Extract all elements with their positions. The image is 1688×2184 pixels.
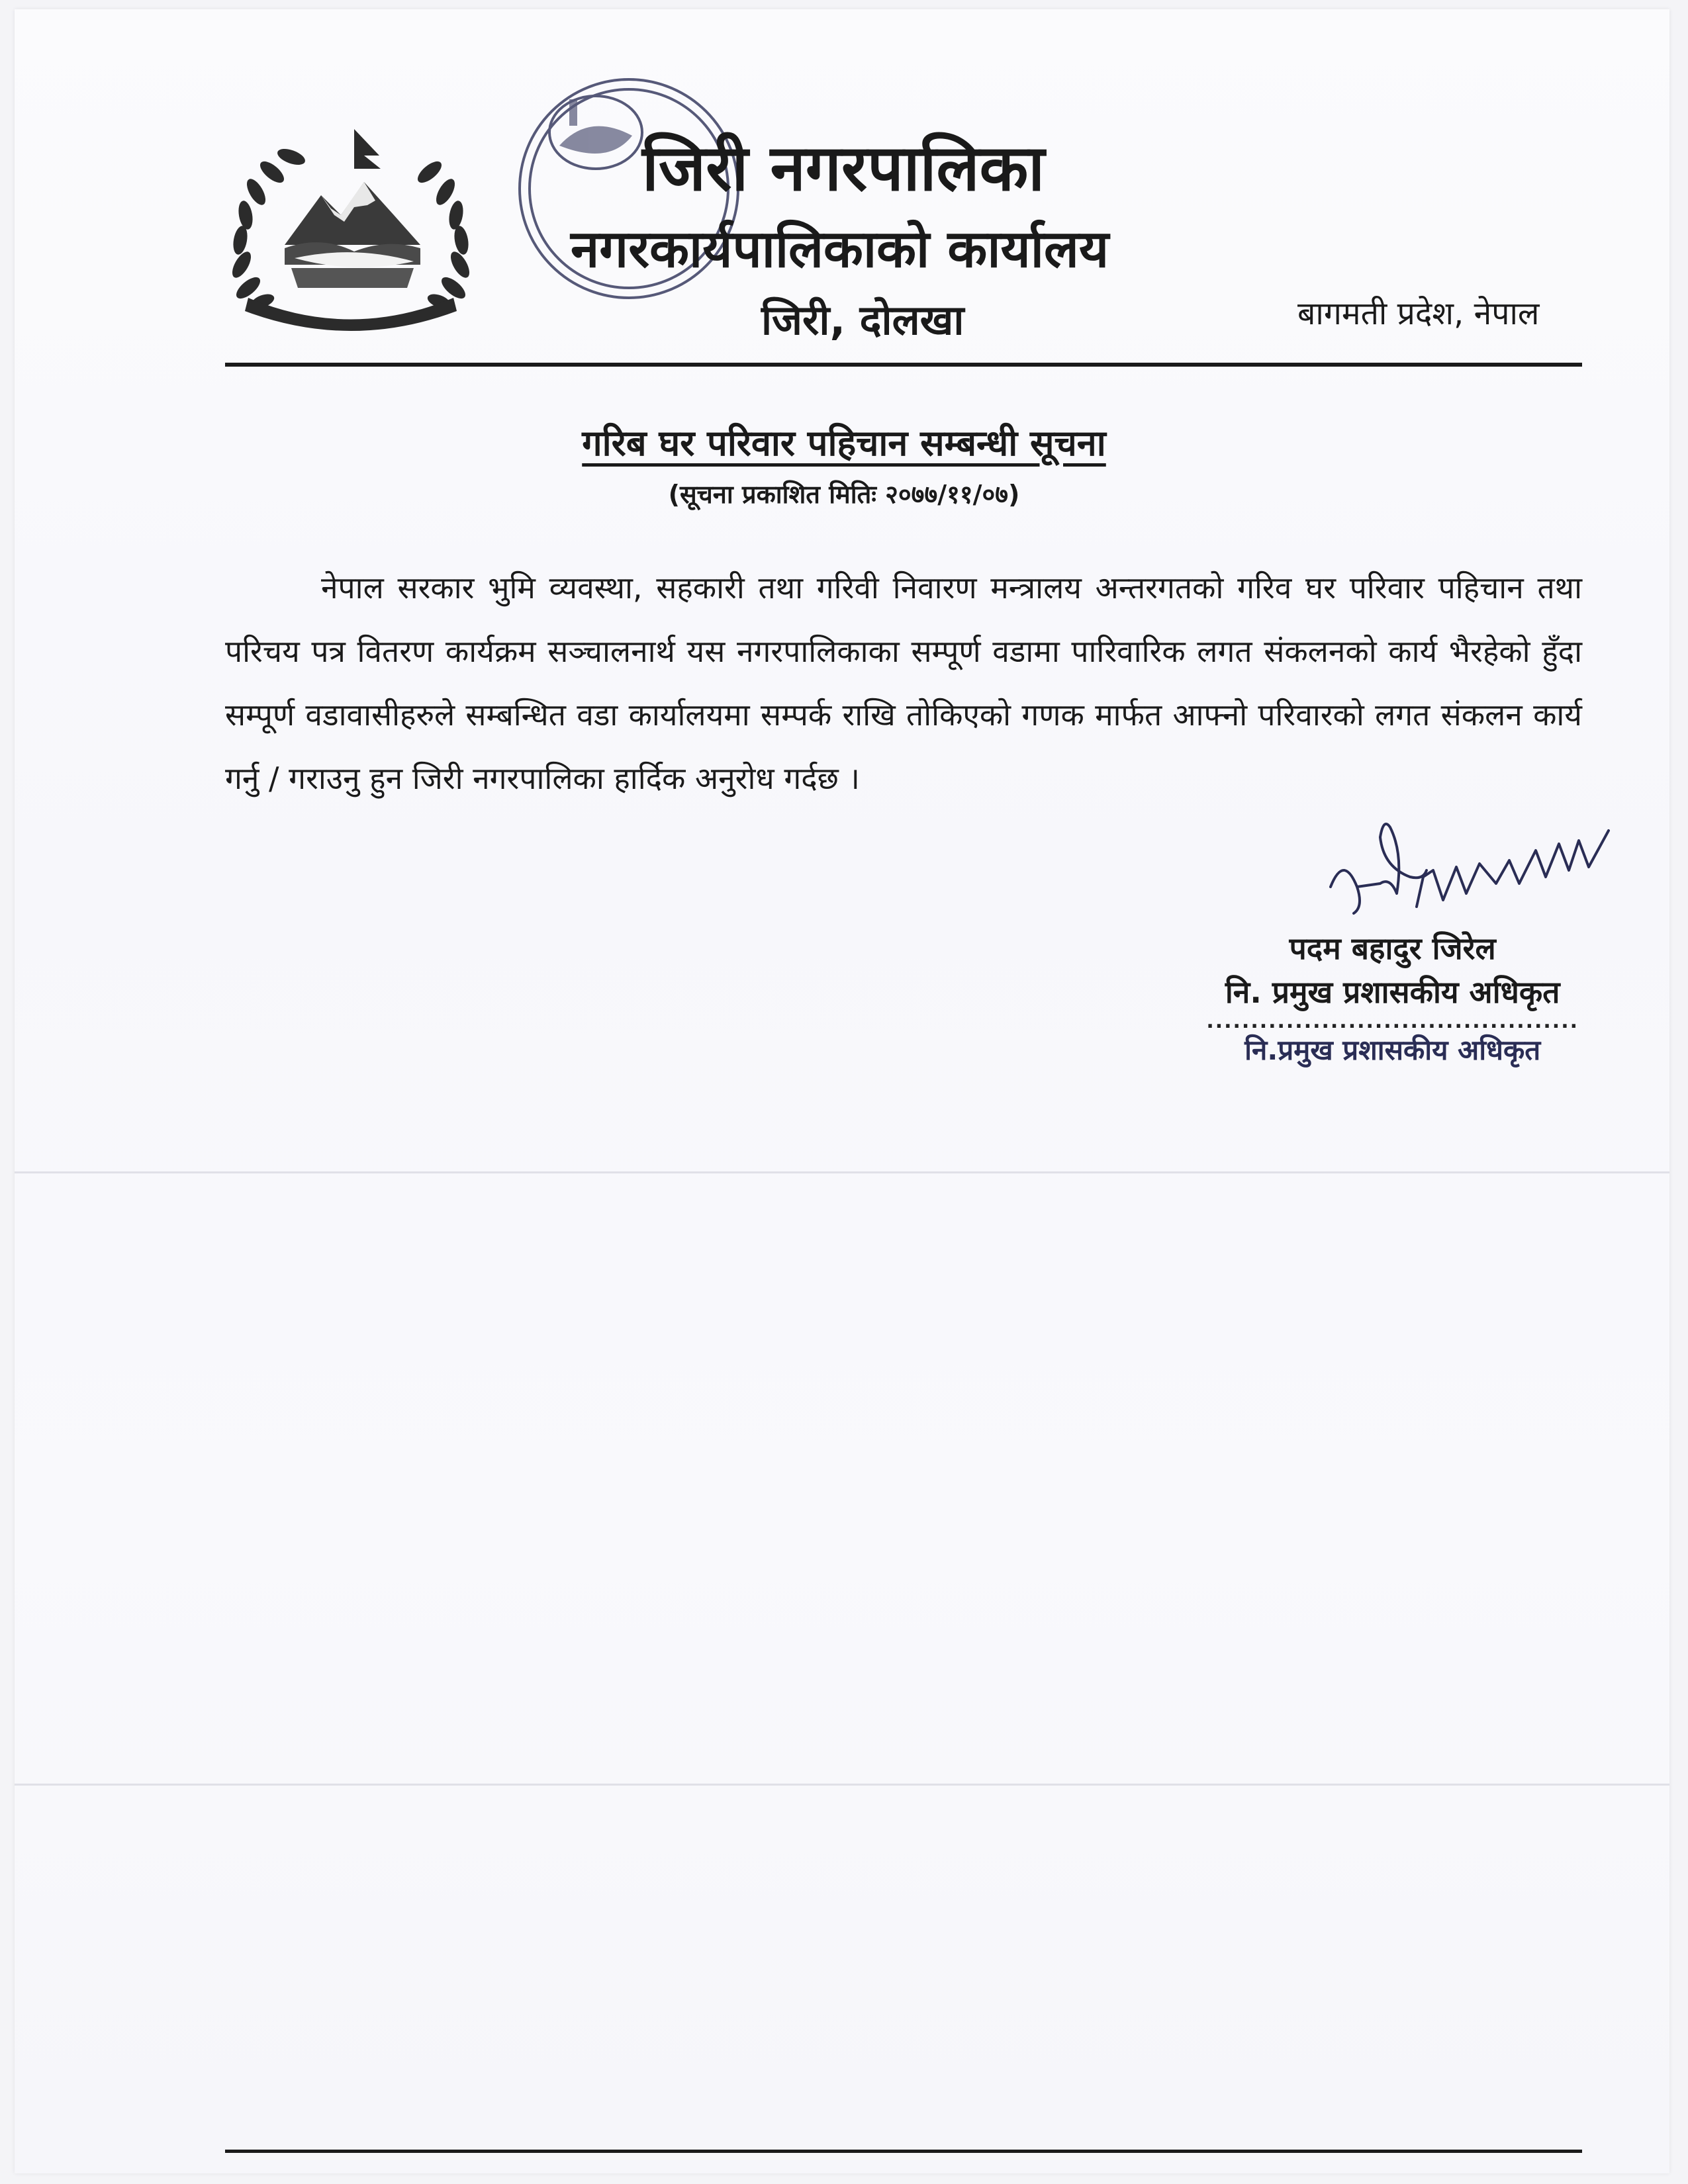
signatory-stamp: नि.प्रमुख प्रशासकीय अधिकृत xyxy=(1244,1034,1541,1066)
header-divider xyxy=(225,363,1582,367)
fold-line xyxy=(15,1171,1669,1173)
signatory-title: नि. प्रमुख प्रशासकीय अधिकृत xyxy=(1225,974,1560,1010)
signatory-name: पदम बहादुर जिरेल xyxy=(1289,931,1496,966)
handwritten-signature xyxy=(1317,814,1628,933)
dotted-line: .......................................... xyxy=(1206,1010,1579,1033)
province-name: बागमती प्रदेश, नेपाल xyxy=(1297,295,1540,332)
office-name: नगरकार्यपालिकाको कार्यालय xyxy=(571,220,1109,279)
notice-title: गरिब घर परिवार पहिचान सम्बन्धी सूचना xyxy=(582,422,1106,464)
notice-body: नेपाल सरकार भुमि व्यवस्था, सहकारी तथा गरिवी निवारण मन्त्रालय अन्तरगतको गरिव घर परिवार पहिचान तथा परिचय पत्र वितरण कार्यक्रम सञ्चालनार्थ यस नगरपालिकाका सम्पूर्ण वडामा पारिवारिक लगत संकलनको कार्य भैरहेको हुँदा सम्पूर्ण वडावासीहरुले सम्बन्धित वडा कार्यालयमा सम्पर्क राखि तोकिएको गणक मार्फत आफ्नो परिवारको लगत संकलन कार्य गर्नु / गराउनु हुन जिरी नगरपालिका हार्दिक अनुरोध गर्दछ । xyxy=(225,570,1582,796)
fold-line xyxy=(15,1784,1669,1786)
office-location: जिरी, दोलखा xyxy=(761,296,964,344)
footer-divider xyxy=(225,2150,1582,2153)
municipality-name: जिरी नगरपालिका xyxy=(642,131,1045,205)
notice-date: (सूचना प्रकाशित मितिः २०७७/११/०७) xyxy=(668,480,1020,509)
nepal-emblem-icon xyxy=(222,122,480,338)
signatory-block xyxy=(1206,927,1579,1071)
